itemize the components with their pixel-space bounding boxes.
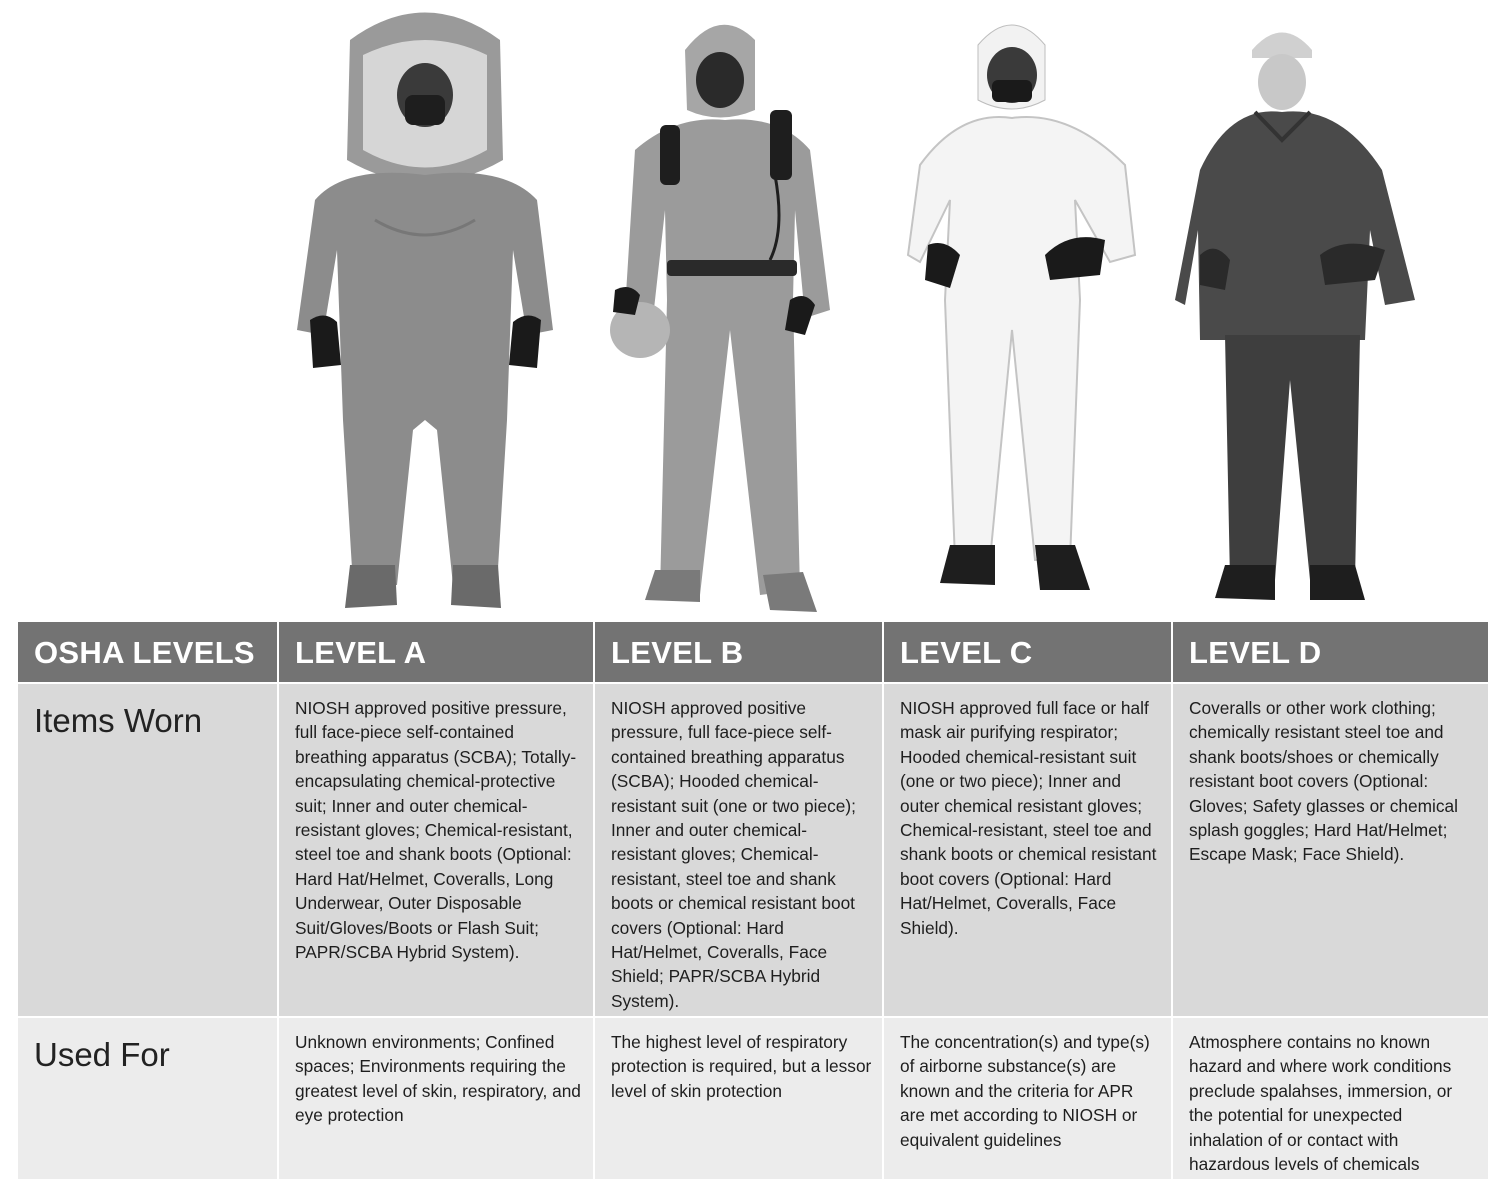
row-label-used-for: Used For: [18, 1017, 278, 1179]
used-for-row: [18, 1017, 1488, 1179]
used-for-level-a: Unknown environments; Confined spaces; Environments requiring the greatest level of skin, respiratory, and eye protection: [278, 1017, 594, 1179]
items-worn-row: [18, 683, 1488, 1017]
used-for-level-c: The concentration(s) and type(s) of airborne substance(s) are known and the criteria for APR are met according to NIOSH or equivalent guidelines: [883, 1017, 1172, 1179]
items-worn-level-c: NIOSH approved full face or half mask air purifying respirator; Hooded chemical-resistant suit (one or two piece); Inner and outer chemical resistant gloves; Chemical-resistant, steel toe and shank boots or chemical resistant boot covers (Optional: Hard Hat/Helmet, Coveralls, Face Shield).: [883, 683, 1172, 1017]
row-label-items-worn: Items Worn: [18, 683, 278, 1017]
used-for-level-b: The highest level of respiratory protection is required, but a lessor level of skin protection: [594, 1017, 883, 1179]
level-a-suit-figure: [275, 0, 575, 620]
level-d-suit-figure: [1170, 0, 1425, 620]
osha-levels-table: [18, 622, 1488, 1179]
header-level-b: LEVEL B: [594, 622, 883, 683]
hooded-suit-scba-icon: [605, 0, 855, 620]
header-level-c: LEVEL C: [883, 622, 1172, 683]
items-worn-level-a: NIOSH approved positive pressure, full face-piece self-contained breathing apparatus (SCBA); Totally-encapsulating chemical-protective suit; Inner and outer chemical-resistant gloves; Chemical-resistant, steel toe and shank boots (Optional: Hard Hat/Helmet, Coveralls, Long Underwear, Outer Disposable Suit/Gloves/Boots or Flash Suit; PAPR/SCBA Hybrid System).: [278, 683, 594, 1017]
header-osha-levels: OSHA LEVELS: [18, 622, 278, 683]
level-b-suit-figure: [605, 0, 855, 620]
items-worn-level-b: NIOSH approved positive pressure, full face-piece self-contained breathing apparatus (SCBA); Hooded chemical-resistant suit (one or two piece); Inner and outer chemical-resistant gloves; Chemical-resistant, steel toe and shank boots or chemical resistant boot covers (Optional: Hard Hat/Helmet, Coveralls, Face Shield; PAPR/SCBA Hybrid System).: [594, 683, 883, 1017]
items-worn-level-d: Coveralls or other work clothing; chemically resistant steel toe and shank boots/shoes or chemically resistant boot covers (Optional: Gloves; Safety glasses or chemical splash goggles; Hard Hat/Helmet; Escape Mask; Face Shield).: [1172, 683, 1488, 1017]
used-for-level-d: Atmosphere contains no known hazard and where work conditions preclude spalahses, immersion, or the potential for unexpected inhalation of or contact with hazardous levels of chemicals: [1172, 1017, 1488, 1179]
header-level-d: LEVEL D: [1172, 622, 1488, 683]
level-c-suit-figure: [900, 0, 1145, 620]
header-level-a: LEVEL A: [278, 622, 594, 683]
fully-encapsulated-suit-icon: [275, 0, 575, 620]
work-clothes-hardhat-icon: [1170, 0, 1425, 620]
white-coverall-respirator-icon: [900, 0, 1145, 620]
header-row: [18, 622, 1488, 683]
